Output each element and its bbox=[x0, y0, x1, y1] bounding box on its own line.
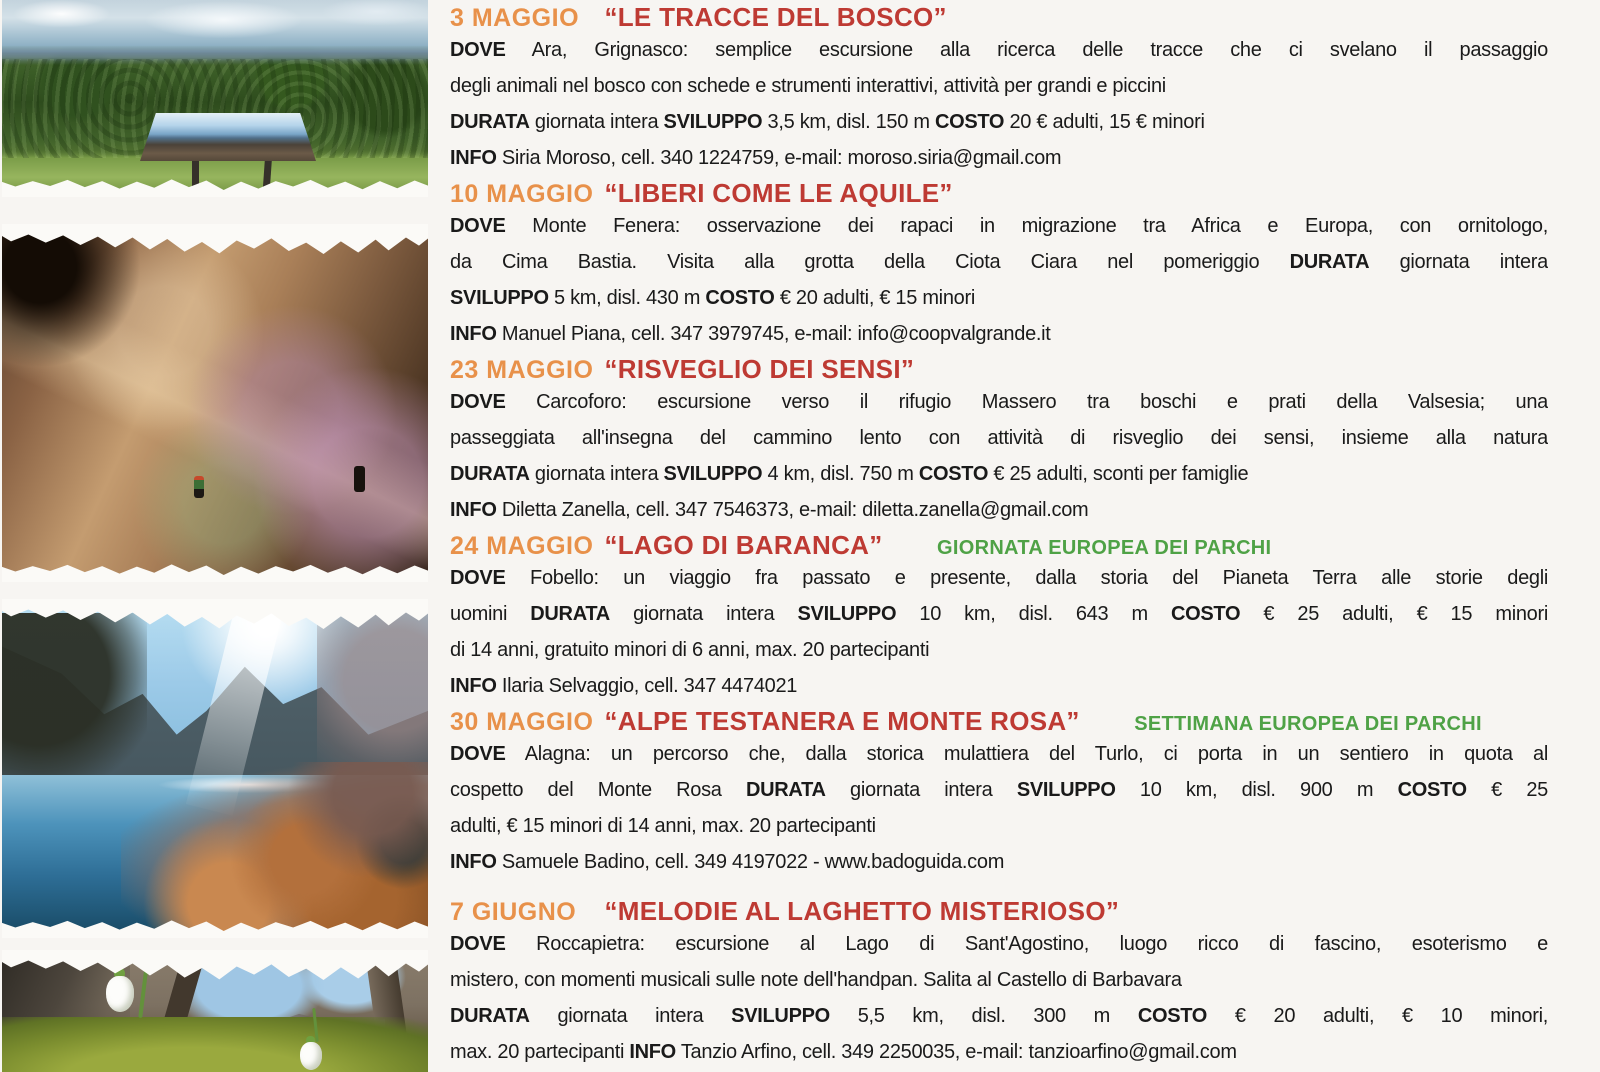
event-date: 3 MAGGIO bbox=[450, 4, 580, 32]
event-title: “LAGO DI BARANCA” bbox=[604, 530, 883, 560]
event-block bbox=[450, 2, 1548, 176]
event-text-line: INFO Manuel Piana, cell. 347 3979745, e-mail: info@coopvalgrande.it bbox=[450, 323, 1051, 345]
event-text-line: DURATA giornata intera SVILUPPO 5,5 km, disl. 300 m COSTO € 20 adulti, € 10 minori, bbox=[450, 1005, 1548, 1027]
event-header bbox=[450, 2, 1548, 32]
event-header bbox=[450, 178, 1548, 208]
event-text-line: degli animali nel bosco con schede e strumenti interattivi, attività per grandi e piccini bbox=[450, 75, 1166, 97]
event-date: 30 MAGGIO bbox=[450, 708, 594, 736]
event-body bbox=[450, 32, 1548, 176]
autumn-shore bbox=[121, 762, 428, 938]
event-text-line: DOVE Alagna: un percorso che, dalla storica mulattiera del Turlo, ci porta in un sentiero in quota al bbox=[450, 743, 1548, 765]
event-header bbox=[450, 354, 1548, 384]
event-body bbox=[450, 926, 1548, 1070]
snowdrop-flower bbox=[98, 956, 168, 1068]
snowdrop-flower bbox=[288, 1008, 338, 1072]
viewpoint-panel-photo bbox=[2, 0, 428, 197]
event-block bbox=[450, 530, 1548, 704]
event-block bbox=[450, 896, 1548, 1070]
event-body bbox=[450, 384, 1548, 528]
event-text-line: DOVE Monte Fenera: osservazione dei rapaci in migrazione tra Africa e Europa, con ornitologo, bbox=[450, 215, 1548, 237]
cave-photo bbox=[2, 224, 428, 582]
event-header bbox=[450, 706, 1548, 736]
event-text-line: DOVE Ara, Grignasco: semplice escursione alla ricerca delle tracce che ci svelano il passaggio bbox=[450, 39, 1548, 61]
event-body bbox=[450, 208, 1548, 352]
event-text-line: max. 20 partecipanti INFO Tanzio Arfino, cell. 349 2250035, e-mail: tanzioarfino@gmail.com bbox=[450, 1041, 1237, 1063]
event-body bbox=[450, 736, 1548, 880]
event-text-line: uomini DURATA giornata intera SVILUPPO 10 km, disl. 643 m COSTO € 25 adulti, € 15 minori bbox=[450, 603, 1548, 625]
event-text-line: INFO Samuele Badino, cell. 349 4197022 - www.badoguida.com bbox=[450, 851, 1005, 873]
torn-paper-edge bbox=[2, 175, 428, 197]
event-title: “LIBERI COME LE AQUILE” bbox=[604, 178, 953, 208]
event-title: “ALPE TESTANERA E MONTE ROSA” bbox=[604, 706, 1080, 736]
event-text-line: mistero, con momenti musicali sulle note dell'handpan. Salita al Castello di Barbavara bbox=[450, 969, 1182, 991]
event-text-line: SVILUPPO 5 km, disl. 430 m COSTO € 20 adulti, € 15 minori bbox=[450, 287, 975, 309]
event-text-line: cospetto del Monte Rosa DURATA giornata intera SVILUPPO 10 km, disl. 900 m COSTO € 25 bbox=[450, 779, 1548, 801]
event-title: “RISVEGLIO DEI SENSI” bbox=[604, 354, 915, 384]
event-date: 23 MAGGIO bbox=[450, 356, 594, 384]
flower-bell bbox=[300, 1042, 322, 1070]
event-block bbox=[450, 706, 1548, 880]
info-panel bbox=[140, 113, 316, 161]
event-date: 24 MAGGIO bbox=[450, 532, 594, 560]
flower-bell bbox=[106, 976, 134, 1012]
event-text-line: DOVE Fobello: un viaggio fra passato e presente, dalla storia del Pianeta Terra alle storie degli bbox=[450, 567, 1548, 589]
event-text-line: INFO Diletta Zanella, cell. 347 7546373, e-mail: diletta.zanella@gmail.com bbox=[450, 499, 1089, 521]
event-title: “LE TRACCE DEL BOSCO” bbox=[604, 2, 947, 32]
event-body bbox=[450, 560, 1548, 704]
snowdrops-photo bbox=[2, 950, 428, 1072]
event-text-line: INFO Siria Moroso, cell. 340 1224759, e-mail: moroso.siria@gmail.com bbox=[450, 147, 1062, 169]
event-badge: GIORNATA EUROPEA DEI PARCHI bbox=[937, 537, 1272, 559]
event-text-line: DOVE Carcoforo: escursione verso il rifugio Massero tra boschi e prati della Valsesia; una bbox=[450, 391, 1548, 413]
event-block bbox=[450, 178, 1548, 352]
event-badge: SETTIMANA EUROPEA DEI PARCHI bbox=[1134, 713, 1482, 735]
event-text-line: INFO Ilaria Selvaggio, cell. 347 4474021 bbox=[450, 675, 798, 697]
event-text-line: adulti, € 15 minori di 14 anni, max. 20 partecipanti bbox=[450, 815, 876, 837]
hiker-figure bbox=[354, 466, 365, 492]
torn-paper-edge bbox=[2, 224, 428, 254]
event-text-line: DOVE Roccapietra: escursione al Lago di Sant'Agostino, luogo ricco di fascino, esoterismo e bbox=[450, 933, 1548, 955]
event-date: 10 MAGGIO bbox=[450, 180, 594, 208]
moss-mound bbox=[2, 1017, 428, 1072]
event-text-line: passeggiata all'insegna del cammino lento con attività di risveglio dei sensi, insieme alla natura bbox=[450, 427, 1548, 449]
event-header bbox=[450, 530, 1548, 560]
hiker-figure bbox=[194, 476, 204, 498]
event-block bbox=[450, 354, 1548, 528]
mountain-lake-photo bbox=[2, 599, 428, 938]
event-text-line: DURATA giornata intera SVILUPPO 4 km, disl. 750 m COSTO € 25 adulti, sconti per famiglie bbox=[450, 463, 1249, 485]
event-text-line: DURATA giornata intera SVILUPPO 3,5 km, disl. 150 m COSTO 20 € adulti, 15 € minori bbox=[450, 111, 1205, 133]
torn-paper-edge bbox=[2, 560, 428, 582]
events-column bbox=[450, 2, 1548, 1072]
event-header bbox=[450, 896, 1548, 926]
event-title: “MELODIE AL LAGHETTO MISTERIOSO” bbox=[604, 896, 1120, 926]
event-text-line: da Cima Bastia. Visita alla grotta della Ciota Ciara nel pomeriggio DURATA giornata intera bbox=[450, 251, 1548, 273]
event-date: 7 GIUGNO bbox=[450, 898, 577, 926]
event-text-line: di 14 anni, gratuito minori di 6 anni, max. 20 partecipanti bbox=[450, 639, 930, 661]
